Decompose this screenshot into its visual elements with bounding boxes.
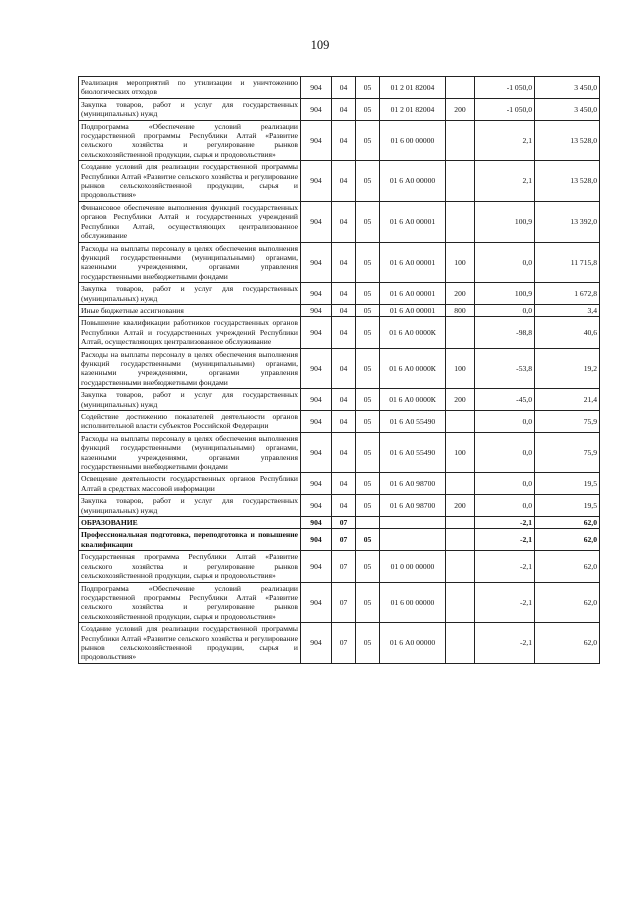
row-change-amount: -45,0 bbox=[475, 389, 535, 411]
table-row bbox=[79, 551, 600, 582]
row-subsection-code: 05 bbox=[356, 551, 380, 582]
table-row bbox=[79, 582, 600, 623]
row-total-amount: 13 528,0 bbox=[535, 120, 600, 161]
row-name: Освещение деятельности государственных органов Республики Алтай в средствах массовой информации bbox=[79, 473, 301, 495]
page-number: 109 bbox=[310, 38, 330, 52]
row-change-amount: 0,0 bbox=[475, 432, 535, 473]
table-row bbox=[79, 411, 600, 433]
row-section-code: 07 bbox=[332, 623, 356, 664]
row-total-amount: 40,6 bbox=[535, 317, 600, 348]
row-change-amount: 0,0 bbox=[475, 473, 535, 495]
row-change-amount: -1 050,0 bbox=[475, 77, 535, 99]
row-grbs-code: 904 bbox=[301, 283, 332, 305]
row-grbs-code: 904 bbox=[301, 201, 332, 242]
row-total-amount: 19,5 bbox=[535, 495, 600, 517]
row-expense-type bbox=[446, 529, 475, 551]
row-expense-type bbox=[446, 551, 475, 582]
row-total-amount: 3,4 bbox=[535, 304, 600, 316]
row-subsection-code: 05 bbox=[356, 495, 380, 517]
row-total-amount: 21,4 bbox=[535, 389, 600, 411]
row-total-amount: 3 450,0 bbox=[535, 77, 600, 99]
row-total-amount: 3 450,0 bbox=[535, 98, 600, 120]
row-change-amount: -98,8 bbox=[475, 317, 535, 348]
table-row bbox=[79, 77, 600, 99]
row-name: Подпрограмма «Обеспечение условий реализации государственной программы Республики Алтай «Развитие сельского хозяйства и регулирование рынков сельскохозяйственной продукции, сырья и продовольствия» bbox=[79, 582, 301, 623]
row-target-article: 01 6 А0 0000К bbox=[380, 317, 446, 348]
row-name: Создание условий для реализации государственной программы Республики Алтай «Развитие сельского хозяйства и регулирование рынков сельскохозяйственной продукции, сырья и продовольствия» bbox=[79, 623, 301, 664]
table-row bbox=[79, 517, 600, 529]
row-section-code: 07 bbox=[332, 517, 356, 529]
row-change-amount: -2,1 bbox=[475, 517, 535, 529]
row-expense-type bbox=[446, 201, 475, 242]
row-change-amount: 100,9 bbox=[475, 283, 535, 305]
row-grbs-code: 904 bbox=[301, 432, 332, 473]
row-target-article bbox=[380, 517, 446, 529]
row-target-article: 01 6 А0 0000К bbox=[380, 389, 446, 411]
row-section-code: 07 bbox=[332, 551, 356, 582]
row-name: Закупка товаров, работ и услуг для государственных (муниципальных) нужд bbox=[79, 98, 301, 120]
row-name: Расходы на выплаты персоналу в целях обеспечения выполнения функций государственными (муниципальными) органами, казенными учреждениями, органами управления государственными внебюджетными фондами bbox=[79, 432, 301, 473]
row-grbs-code: 904 bbox=[301, 348, 332, 389]
row-subsection-code bbox=[356, 517, 380, 529]
row-expense-type: 200 bbox=[446, 389, 475, 411]
row-total-amount: 75,9 bbox=[535, 432, 600, 473]
row-target-article: 01 6 А0 00000 bbox=[380, 623, 446, 664]
row-name: Профессиональная подготовка, переподготовка и повышение квалификации bbox=[79, 529, 301, 551]
row-target-article: 01 6 А0 98700 bbox=[380, 495, 446, 517]
row-subsection-code: 05 bbox=[356, 120, 380, 161]
row-subsection-code: 05 bbox=[356, 98, 380, 120]
table-row bbox=[79, 120, 600, 161]
row-grbs-code: 904 bbox=[301, 389, 332, 411]
row-target-article: 01 6 А0 00001 bbox=[380, 201, 446, 242]
budget-table bbox=[78, 76, 600, 664]
row-expense-type bbox=[446, 623, 475, 664]
row-section-code: 04 bbox=[332, 161, 356, 202]
row-total-amount: 62,0 bbox=[535, 529, 600, 551]
row-expense-type bbox=[446, 411, 475, 433]
row-subsection-code: 05 bbox=[356, 161, 380, 202]
row-change-amount: 100,9 bbox=[475, 201, 535, 242]
row-subsection-code: 05 bbox=[356, 623, 380, 664]
row-target-article: 01 6 А0 55490 bbox=[380, 432, 446, 473]
row-expense-type: 100 bbox=[446, 242, 475, 283]
row-section-code: 04 bbox=[332, 201, 356, 242]
row-expense-type bbox=[446, 582, 475, 623]
table-row bbox=[79, 161, 600, 202]
row-expense-type bbox=[446, 473, 475, 495]
row-target-article: 01 6 00 00000 bbox=[380, 582, 446, 623]
table-row bbox=[79, 304, 600, 316]
row-total-amount: 62,0 bbox=[535, 551, 600, 582]
row-subsection-code: 05 bbox=[356, 201, 380, 242]
row-section-code: 07 bbox=[332, 582, 356, 623]
row-total-amount: 11 715,8 bbox=[535, 242, 600, 283]
row-total-amount: 62,0 bbox=[535, 517, 600, 529]
row-change-amount: -2,1 bbox=[475, 551, 535, 582]
row-target-article: 01 6 А0 98700 bbox=[380, 473, 446, 495]
row-target-article: 01 6 А0 00001 bbox=[380, 242, 446, 283]
row-change-amount: 2,1 bbox=[475, 161, 535, 202]
row-total-amount: 62,0 bbox=[535, 582, 600, 623]
row-expense-type: 200 bbox=[446, 283, 475, 305]
row-expense-type bbox=[446, 517, 475, 529]
row-change-amount: 2,1 bbox=[475, 120, 535, 161]
row-target-article: 01 2 01 82004 bbox=[380, 77, 446, 99]
row-change-amount: 0,0 bbox=[475, 411, 535, 433]
row-total-amount: 13 392,0 bbox=[535, 201, 600, 242]
row-grbs-code: 904 bbox=[301, 317, 332, 348]
row-subsection-code: 05 bbox=[356, 582, 380, 623]
row-target-article bbox=[380, 529, 446, 551]
table-row bbox=[79, 242, 600, 283]
row-subsection-code: 05 bbox=[356, 304, 380, 316]
row-expense-type bbox=[446, 77, 475, 99]
row-section-code: 04 bbox=[332, 304, 356, 316]
row-expense-type bbox=[446, 317, 475, 348]
row-subsection-code: 05 bbox=[356, 473, 380, 495]
table-row bbox=[79, 495, 600, 517]
row-name: Иные бюджетные ассигнования bbox=[79, 304, 301, 316]
row-name: ОБРАЗОВАНИЕ bbox=[79, 517, 301, 529]
row-grbs-code: 904 bbox=[301, 161, 332, 202]
row-change-amount: 0,0 bbox=[475, 242, 535, 283]
row-name: Расходы на выплаты персоналу в целях обеспечения выполнения функций государственными (муниципальными) органами, казенными учреждениями, органами управления государственными внебюджетными фондами bbox=[79, 348, 301, 389]
row-total-amount: 1 672,8 bbox=[535, 283, 600, 305]
row-section-code: 04 bbox=[332, 411, 356, 433]
row-name: Подпрограмма «Обеспечение условий реализации государственной программы Республики Алтай «Развитие сельского хозяйства и регулирование рынков сельскохозяйственной продукции, сырья и продовольствия» bbox=[79, 120, 301, 161]
row-name: Государственная программа Республики Алтай «Развитие сельского хозяйства и регулирование рынков сельскохозяйственной продукции, сырья и продовольствия» bbox=[79, 551, 301, 582]
table-row bbox=[79, 348, 600, 389]
row-name: Закупка товаров, работ и услуг для государственных (муниципальных) нужд bbox=[79, 389, 301, 411]
table-row bbox=[79, 201, 600, 242]
row-expense-type: 100 bbox=[446, 348, 475, 389]
table-row bbox=[79, 317, 600, 348]
row-subsection-code: 05 bbox=[356, 348, 380, 389]
row-section-code: 04 bbox=[332, 495, 356, 517]
table-row bbox=[79, 283, 600, 305]
row-change-amount: 0,0 bbox=[475, 304, 535, 316]
row-expense-type bbox=[446, 161, 475, 202]
row-name: Содействие достижению показателей деятельности органов исполнительной власти субъектов Российской Федерации bbox=[79, 411, 301, 433]
row-section-code: 04 bbox=[332, 242, 356, 283]
row-expense-type: 800 bbox=[446, 304, 475, 316]
row-change-amount: -2,1 bbox=[475, 529, 535, 551]
row-expense-type: 100 bbox=[446, 432, 475, 473]
row-grbs-code: 904 bbox=[301, 120, 332, 161]
row-section-code: 04 bbox=[332, 120, 356, 161]
row-subsection-code: 05 bbox=[356, 529, 380, 551]
row-section-code: 04 bbox=[332, 348, 356, 389]
table-row bbox=[79, 389, 600, 411]
row-subsection-code: 05 bbox=[356, 317, 380, 348]
row-target-article: 01 6 А0 00000 bbox=[380, 161, 446, 202]
row-section-code: 07 bbox=[332, 529, 356, 551]
row-total-amount: 62,0 bbox=[535, 623, 600, 664]
row-name: Реализация мероприятий по утилизации и уничтожению биологических отходов bbox=[79, 77, 301, 99]
row-section-code: 04 bbox=[332, 473, 356, 495]
row-name: Закупка товаров, работ и услуг для государственных (муниципальных) нужд bbox=[79, 495, 301, 517]
row-subsection-code: 05 bbox=[356, 242, 380, 283]
row-total-amount: 13 528,0 bbox=[535, 161, 600, 202]
table-row bbox=[79, 623, 600, 664]
row-name: Закупка товаров, работ и услуг для государственных (муниципальных) нужд bbox=[79, 283, 301, 305]
row-target-article: 01 6 А0 0000К bbox=[380, 348, 446, 389]
row-expense-type bbox=[446, 120, 475, 161]
row-grbs-code: 904 bbox=[301, 242, 332, 283]
row-total-amount: 19,2 bbox=[535, 348, 600, 389]
row-subsection-code: 05 bbox=[356, 411, 380, 433]
row-subsection-code: 05 bbox=[356, 432, 380, 473]
row-section-code: 04 bbox=[332, 283, 356, 305]
row-grbs-code: 904 bbox=[301, 551, 332, 582]
row-section-code: 04 bbox=[332, 77, 356, 99]
table-row bbox=[79, 98, 600, 120]
table-row bbox=[79, 529, 600, 551]
row-target-article: 01 2 01 82004 bbox=[380, 98, 446, 120]
row-target-article: 01 0 00 00000 bbox=[380, 551, 446, 582]
row-section-code: 04 bbox=[332, 317, 356, 348]
row-grbs-code: 904 bbox=[301, 517, 332, 529]
row-grbs-code: 904 bbox=[301, 582, 332, 623]
row-target-article: 01 6 А0 55490 bbox=[380, 411, 446, 433]
row-total-amount: 75,9 bbox=[535, 411, 600, 433]
row-total-amount: 19,5 bbox=[535, 473, 600, 495]
row-change-amount: -53,8 bbox=[475, 348, 535, 389]
row-target-article: 01 6 А0 00001 bbox=[380, 304, 446, 316]
row-change-amount: -2,1 bbox=[475, 623, 535, 664]
row-change-amount: -2,1 bbox=[475, 582, 535, 623]
row-name: Расходы на выплаты персоналу в целях обеспечения выполнения функций государственными (муниципальными) органами, казенными учреждениями, органами управления государственными внебюджетными фондами bbox=[79, 242, 301, 283]
row-target-article: 01 6 А0 00001 bbox=[380, 283, 446, 305]
row-expense-type: 200 bbox=[446, 495, 475, 517]
row-name: Финансовое обеспечение выполнения функций государственных органов Республики Алтай и государственных учреждений Республики Алтай, осуществляющих централизованное обслуживание bbox=[79, 201, 301, 242]
row-section-code: 04 bbox=[332, 389, 356, 411]
row-subsection-code: 05 bbox=[356, 77, 380, 99]
row-section-code: 04 bbox=[332, 98, 356, 120]
table-row bbox=[79, 473, 600, 495]
row-target-article: 01 6 00 00000 bbox=[380, 120, 446, 161]
row-name: Повышение квалификации работников государственных органов Республики Алтай и государственных учреждений Республики Алтай, осуществляющих централизованное обслуживание bbox=[79, 317, 301, 348]
row-grbs-code: 904 bbox=[301, 473, 332, 495]
row-section-code: 04 bbox=[332, 432, 356, 473]
row-grbs-code: 904 bbox=[301, 77, 332, 99]
row-subsection-code: 05 bbox=[356, 283, 380, 305]
row-change-amount: 0,0 bbox=[475, 495, 535, 517]
row-grbs-code: 904 bbox=[301, 411, 332, 433]
row-grbs-code: 904 bbox=[301, 98, 332, 120]
table-row bbox=[79, 432, 600, 473]
row-change-amount: -1 050,0 bbox=[475, 98, 535, 120]
row-expense-type: 200 bbox=[446, 98, 475, 120]
row-subsection-code: 05 bbox=[356, 389, 380, 411]
row-grbs-code: 904 bbox=[301, 304, 332, 316]
row-grbs-code: 904 bbox=[301, 623, 332, 664]
row-grbs-code: 904 bbox=[301, 529, 332, 551]
row-name: Создание условий для реализации государственной программы Республики Алтай «Развитие сельского хозяйства и регулирование рынков сельскохозяйственной продукции, сырья и продовольствия» bbox=[79, 161, 301, 202]
row-grbs-code: 904 bbox=[301, 495, 332, 517]
